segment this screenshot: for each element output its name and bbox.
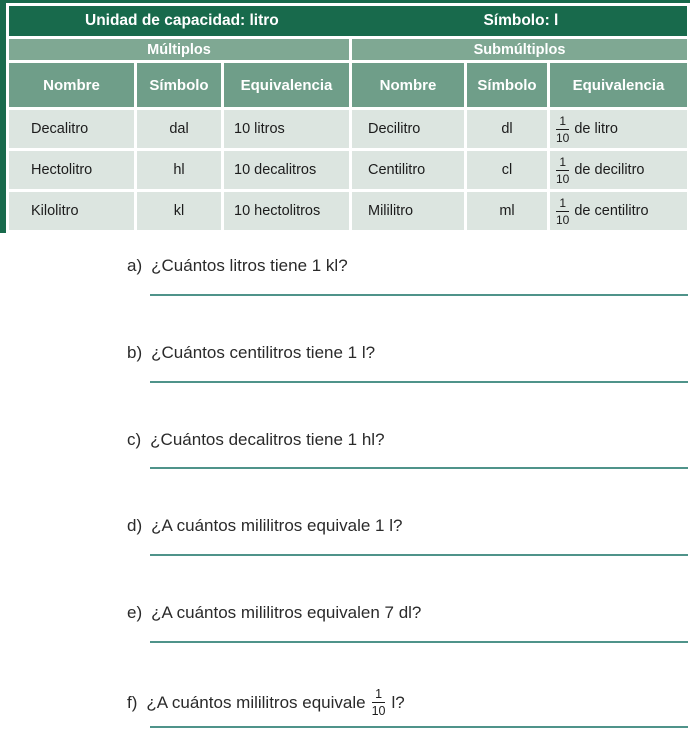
question-text: ¿Cuántos centilitros tiene 1 l?	[151, 342, 376, 362]
cell-submultiple-equivalence	[550, 151, 687, 189]
table-row	[9, 110, 687, 148]
col-header-equivalencia-sub: Equivalencia	[550, 63, 687, 107]
cell-submultiple-name: Mililitro	[352, 192, 464, 230]
table-section-row	[9, 39, 687, 60]
question-text: ¿Cuántos decalitros tiene 1 hl?	[150, 429, 385, 449]
table-row	[9, 192, 687, 230]
question-e	[127, 601, 697, 643]
col-header-simbolo-sub: Símbolo	[467, 63, 547, 107]
cell-multiple-equivalence: 10 hectolitros	[224, 192, 349, 230]
question-text-before: ¿A cuántos mililitros equivale	[146, 693, 366, 713]
col-header-equivalencia-mult: Equivalencia	[224, 63, 349, 107]
question-a	[127, 254, 697, 296]
question-label: c)	[127, 429, 142, 449]
cell-submultiple-symbol: ml	[467, 192, 547, 230]
cell-multiple-name: Kilolitro	[9, 192, 134, 230]
question-text: ¿Cuántos litros tiene 1 kl?	[151, 256, 348, 275]
answer-line-c[interactable]	[150, 467, 688, 469]
cell-multiple-name: Decalitro	[9, 110, 134, 148]
question-text: ¿A cuántos mililitros equivale 1 l?	[151, 516, 403, 536]
cell-multiple-equivalence: 10 litros	[224, 110, 349, 148]
table-row	[9, 151, 687, 189]
answer-line-e[interactable]	[150, 641, 688, 643]
cell-submultiple-name: Decilitro	[352, 110, 464, 148]
question-label: f)	[127, 693, 138, 713]
capacity-table	[0, 0, 690, 233]
question-text	[146, 688, 404, 718]
fraction-unit-text: de decilitro	[574, 162, 645, 178]
cell-submultiple-equivalence	[550, 192, 687, 230]
question-label: a)	[127, 256, 143, 275]
fraction-unit-text: de centilitro	[574, 203, 649, 219]
unit-title: Unidad de capacidad: litro	[85, 12, 279, 29]
cell-submultiple-symbol: cl	[467, 151, 547, 189]
fraction-one-tenth: $\frac{1}{10}$	[371, 686, 386, 719]
table-title-row	[9, 6, 687, 36]
section-multiplos: Múltiplos	[9, 39, 349, 60]
fraction-one-tenth: $\frac{1}{10}$	[556, 154, 570, 186]
question-c	[127, 428, 697, 470]
col-header-nombre-mult: Nombre	[9, 63, 134, 107]
answer-line-b[interactable]	[150, 381, 688, 383]
col-header-simbolo-mult: Símbolo	[137, 63, 221, 107]
fraction-unit-text: de litro	[574, 121, 618, 137]
fraction-one-tenth: $\frac{1}{10}$	[556, 195, 570, 227]
question-d	[127, 514, 697, 556]
unit-symbol: Símbolo: l	[483, 12, 559, 29]
answer-line-f[interactable]	[150, 726, 688, 728]
question-text: ¿A cuántos mililitros equivalen 7 dl?	[151, 603, 422, 623]
question-label: b)	[127, 342, 143, 362]
fraction-one-tenth: $\frac{1}{10}$	[556, 113, 570, 145]
cell-submultiple-equivalence	[550, 110, 687, 148]
answer-line-d[interactable]	[150, 554, 688, 556]
section-submultiplos: Submúltiplos	[352, 39, 687, 60]
question-b	[127, 341, 697, 383]
question-label: d)	[127, 516, 143, 536]
cell-multiple-symbol: hl	[137, 151, 221, 189]
col-header-nombre-sub: Nombre	[352, 63, 464, 107]
cell-multiple-symbol: kl	[137, 192, 221, 230]
question-label: e)	[127, 603, 143, 623]
table-header-row	[9, 63, 687, 107]
cell-submultiple-name: Centilitro	[352, 151, 464, 189]
question-text-after: l?	[391, 693, 405, 713]
cell-multiple-equivalence: 10 decalitros	[224, 151, 349, 189]
answer-line-a[interactable]	[150, 294, 688, 296]
question-f	[127, 688, 697, 728]
cell-multiple-name: Hectolitro	[9, 151, 134, 189]
cell-submultiple-symbol: dl	[467, 110, 547, 148]
questions-section	[127, 254, 697, 728]
table-title-cell	[9, 6, 687, 36]
cell-multiple-symbol: dal	[137, 110, 221, 148]
